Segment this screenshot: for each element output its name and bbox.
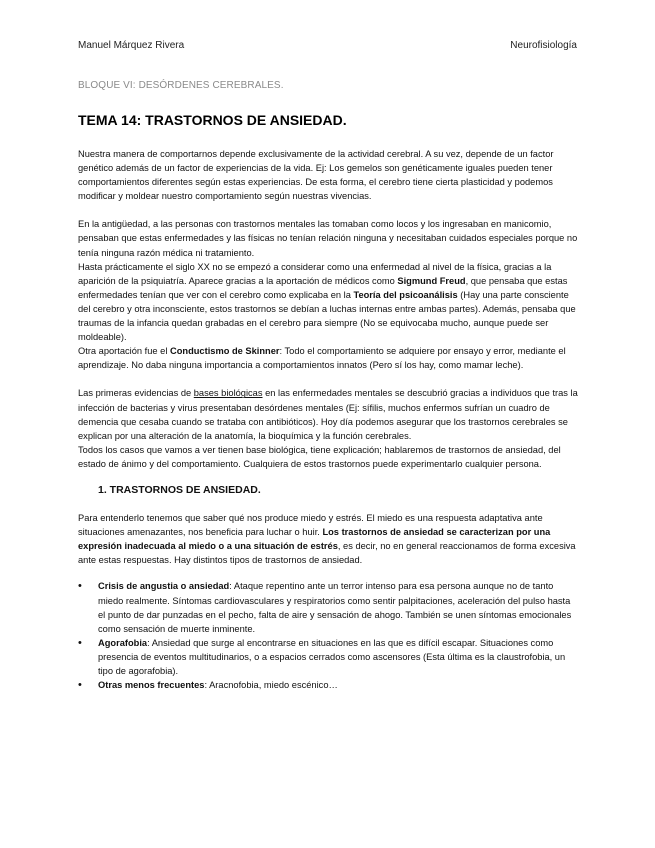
- biological-bases: bases biológicas: [193, 388, 263, 399]
- anxiety-types-list: [78, 579, 578, 692]
- paragraph-biological: Las primeras evidencias de bases biológicas en las enfermedades mentales se descubrió gracias a individuos que tras la infección de bacterias y virus presentaban desórdenes mentales (Ej: sífilis, muchos enfermos sufrían un cuadro de demencia que cesaba cuando se trataba con antibióticos). Hoy día podemos asegurar que los trastornos cerebrales se explican por una alteración de la anatomía, la bioquímica y la función cerebrales.: [78, 388, 578, 441]
- paragraph-anxiety: Para entenderlo tenemos que saber qué nos produce miedo y estrés. El miedo es una respuesta adaptativa ante situaciones amenazantes, nos beneficia para luchar o huir. Los trastornos de ansiedad se caracterizan por una expresión inadecuada al miedo o a una situación de estrés, es decir, no en general reaccionamos de forma excesiva ante estas respuestas. Hay distintos tipos de trastornos de ansiedad.: [78, 513, 576, 566]
- list-item: • Otras menos frecuentes: Aracnofobia, miedo escénico…: [78, 678, 578, 692]
- header-subject: Neurofisiología: [510, 40, 577, 51]
- list-item: • Agorafobia: Ansiedad que surge al encontrarse en situaciones en las que es difícil escapar. Situaciones como presencia de eventos multitudinarios, o a espacios cerrados como ascensores (Esta última es la claustrofobia, un tipo de agorafobia).: [78, 636, 578, 678]
- section-heading: 1. TRASTORNOS DE ANSIEDAD.: [98, 483, 261, 496]
- document-body: [78, 147, 578, 692]
- freud-name: Sigmund Freud: [397, 275, 466, 286]
- skinner-behaviorism: Conductismo de Skinner: [170, 346, 280, 357]
- paragraph-freud: Hasta prácticamente el siglo XX no se empezó a considerar como una enfermedad al nivel de la física, gracias a la aparición de la psiquiatría. Aparece gracias a la aportación de médicos como Sigmund Freud, que pensaba que estas enfermedades tenían que ver con el cerebro como explicaba en la Teoría del psicoanálisis (Hay una parte consciente del cerebro y otra inconsciente, estos trastornos se debían a luchas internas entre ambas partes). Además, pensaba que traumas de la infancia quedan grabadas en el cerebro para siempre (No se equivocaba mucho, aunque puede ser moldeable).: [78, 261, 576, 343]
- paragraph-intro: Nuestra manera de comportarnos depende exclusivamente de la actividad cerebral. A su vez, depende de un factor genético además de un factor de experiencias de la vida. Ej: Los gemelos son genéticamente iguales pueden tener comportamientos diferentes según estas experiencias. De esta forma, el cerebro tiene cierta plasticidad y podemos modificar y moldear nuestro comportamiento según nuestras vivencias.: [78, 149, 554, 202]
- paragraph-skinner: Otra aportación fue el Conductismo de Skinner: Todo el comportamiento se adquiere por ensayo y error, mediante el aprendizaje. No daba ninguna importancia a comportamientos innatos (Pero sí los hay, como mamar leche).: [78, 346, 566, 371]
- paragraph-history: En la antigüedad, a las personas con trastornos mentales las tomaban como locos y los ingresaban en manicomio, pensaban que estas enfermedades y las físicas no tenían relación ninguna y necesitaban cuidados especiales porque no tenía ninguna razón médica ni tratamiento.: [78, 219, 578, 258]
- block-title: BLOQUE VI: DESÓRDENES CEREBRALES.: [78, 80, 284, 91]
- psychoanalysis-theory: Teoría del psicoanálisis: [353, 289, 458, 300]
- header-author: Manuel Márquez Rivera: [78, 40, 185, 51]
- anxiety-definition: Los trastornos de ansiedad se caracterizan por una expresión inadecuada al miedo o a una situación de estrés: [78, 527, 551, 552]
- topic-title: TEMA 14: TRASTORNOS DE ANSIEDAD.: [78, 112, 347, 128]
- list-item: • Crisis de angustia o ansiedad: Ataque repentino ante un terror intenso para esa persona aunque no de tanto miedo realmente. Síntomas cardiovasculares y respiratorios como sentir palpitaciones, aceleración del pulso hasta el punto de dar punzadas en el pecho, falta de aire y sensación de ahogo. También se unen síntomas emocionales como sensación de muerte inminente.: [78, 579, 578, 635]
- paragraph-summary: Todos los casos que vamos a ver tienen base biológica, tiene explicación; hablaremos de trastornos de ansiedad, del estado de ánimo y del comportamiento. Cualquiera de estos trastornos puede experimentarlo cualquier persona.: [78, 444, 561, 469]
